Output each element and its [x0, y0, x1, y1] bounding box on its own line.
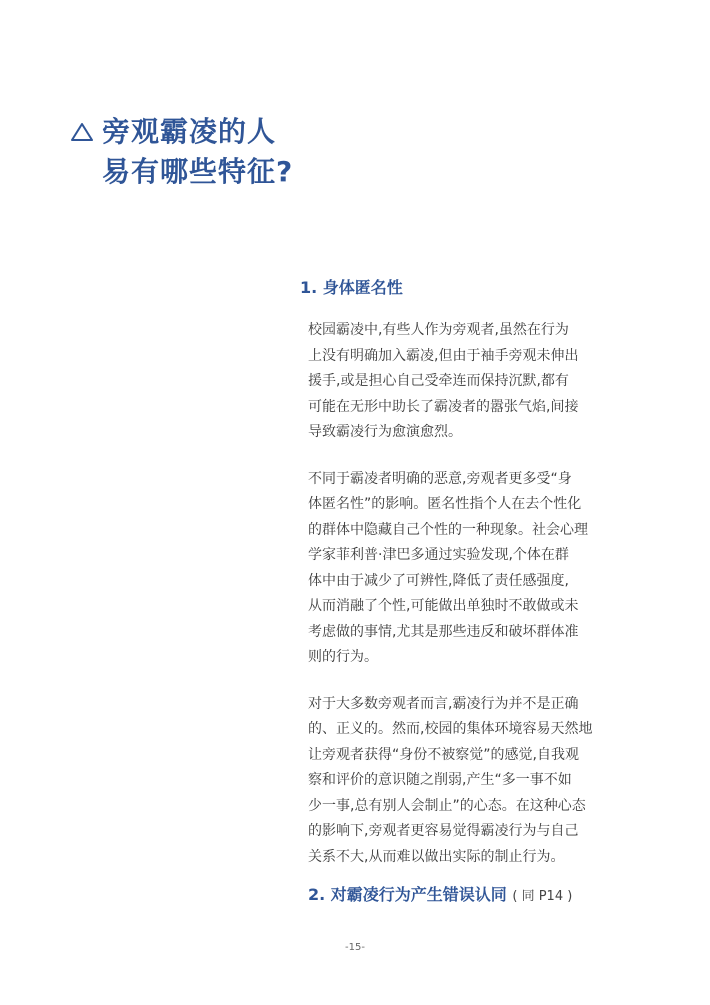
paragraph-3	[308, 692, 612, 871]
paragraph-line: 考虑做的事情,尤其是那些违反和破坏群体准	[308, 623, 579, 640]
main-content	[294, 276, 624, 909]
paragraph-line: 上没有明确加入霸凌,但由于袖手旁观未伸出	[308, 347, 579, 364]
page-number: -15-	[345, 942, 365, 953]
paragraph-line: 的、正义的。然而,校园的集体环境容易天然地	[308, 721, 593, 737]
paragraph-line: 的群体中隐藏自己个性的一种现象。社会心理	[308, 521, 588, 538]
section-heading-1: 1. 身体匿名性	[300, 278, 403, 297]
paragraph-line: 导致霸凌行为愈演愈烈。	[308, 424, 462, 440]
section-heading-2	[308, 883, 624, 909]
paragraph-1	[308, 318, 612, 446]
title-row-1	[70, 112, 293, 152]
paragraph-2	[308, 467, 612, 671]
paragraph-line: 关系不大,从而难以做出实际的制止行为。	[308, 848, 565, 865]
paragraph-line: 学家菲利普·津巴多通过实验发现,个体在群	[308, 547, 569, 563]
page-reference-note: ( 同 P14 )	[512, 889, 573, 904]
title-line-1: 旁观霸凌的人	[102, 115, 277, 148]
paragraph-line: 察和评价的意识随之削弱,产生“多一事不如	[308, 772, 572, 788]
page-title	[70, 112, 293, 192]
title-line-2: 易有哪些特征?	[102, 155, 294, 188]
paragraph-line: 不同于霸凌者明确的恶意,旁观者更多受“身	[308, 470, 572, 487]
paragraph-line: 对于大多数旁观者而言,霸凌行为并不是正确	[308, 695, 579, 712]
paragraph-line: 校园霸凌中,有些人作为旁观者,虽然在行为	[308, 322, 569, 338]
paragraph-line: 体中由于减少了可辨性,降低了责任感强度,	[308, 572, 569, 589]
paragraph-line: 体匿名性”的影响。匿名性指个人在去个性化	[308, 496, 582, 512]
paragraph-line: 的影响下,旁观者更容易觉得霸凌行为与自己	[308, 823, 579, 839]
paragraph-line: 让旁观者获得“身份不被察觉”的感觉,自我观	[308, 746, 579, 763]
paragraph-line: 少一事,总有别人会制止”的心态。在这种心态	[308, 797, 586, 814]
paragraph-line: 可能在无形中助长了霸凌者的嚣张气焰,间接	[308, 398, 579, 415]
triangle-outline-icon	[70, 121, 94, 143]
paragraph-line: 从而消融了个性,可能做出单独时不敢做或未	[308, 598, 579, 614]
paragraph-line: 则的行为。	[308, 649, 378, 665]
section-heading-2-text: 2. 对霸凌行为产生错误认同	[308, 885, 507, 904]
paragraph-line: 援手,或是担心自己受牵连而保持沉默,都有	[308, 373, 569, 389]
